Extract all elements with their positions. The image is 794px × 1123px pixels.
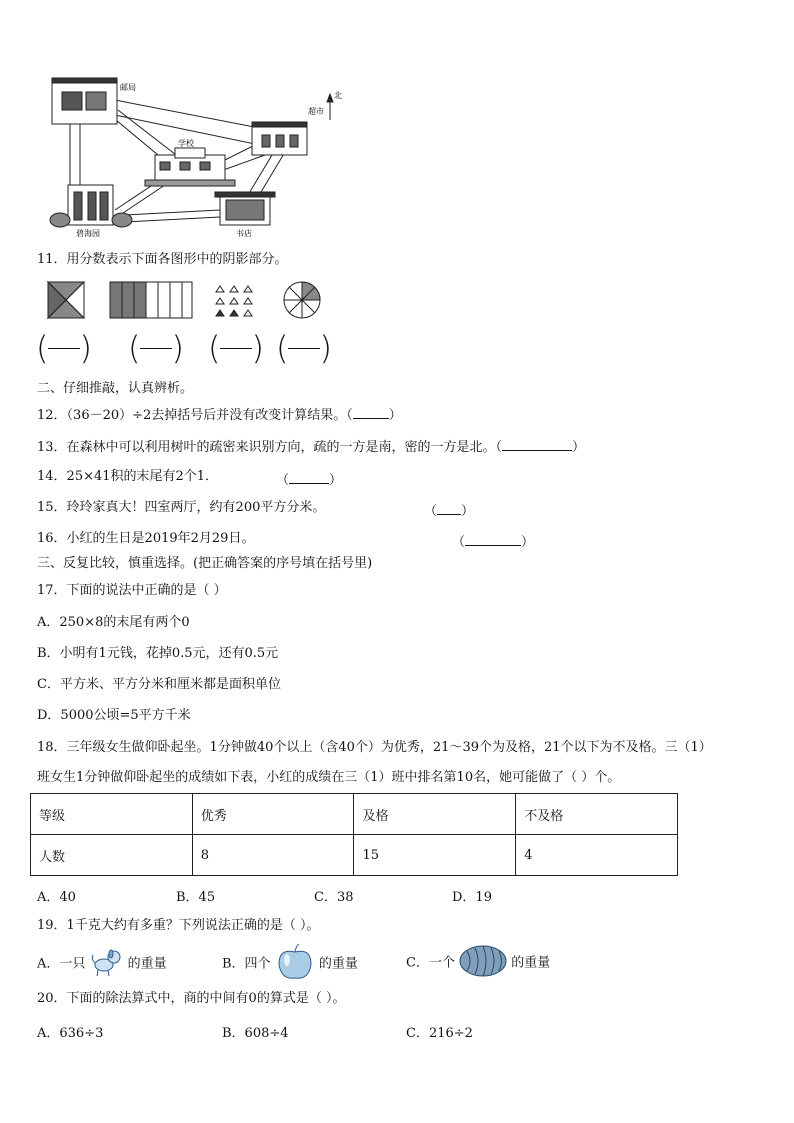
table-header-cell: 优秀 [192,794,354,835]
table-cell: 8 [192,835,354,876]
question-19-option-a[interactable]: A．一只 的重量 [37,945,167,979]
question-18-line1: 18．三年级女生做仰卧起坐。1分钟做40个以上（含40个）为优秀，21～39个为及格，21个以下为不及格。三（1） [37,740,712,755]
question-13: 13．在森林中可以利用树叶的疏密来识别方向，疏的一方是南，密的一方是北。（ ） [37,440,586,455]
table-row [31,794,678,835]
question-17-option-c[interactable]: C．平方米、平方分米和厘米都是面积单位 [37,677,281,692]
answer-fraction-3[interactable]: ( ) [208,329,264,367]
answer-blank-13[interactable] [502,438,572,451]
question-18-line2: 班女生1分钟做仰卧起坐的成绩如下表，小红的成绩在三（1）班中排名第10名，她可能做了（ ）个。 [37,770,621,785]
question-20-option-b[interactable]: B．608÷4 [222,1026,289,1041]
table-header-cell: 等级 [31,794,193,835]
question-19-option-b[interactable]: B．四个 的重量 [222,942,358,982]
table-header-cell: 及格 [354,794,516,835]
answer-fraction-4[interactable]: ( ) [276,329,332,367]
question-11: 11．用分数表示下面各图形中的阴影部分。 [37,252,288,267]
question-17-option-d[interactable]: D．5000公顷=5平方千米 [37,708,191,723]
supermarket-label: 超市 [308,107,324,116]
answer-fraction-1[interactable]: ( ) [36,329,92,367]
table-cell: 4 [516,835,678,876]
apple-icon [275,942,315,982]
supermarket-building [252,122,307,155]
question-20-option-a[interactable]: A．636÷3 [37,1026,104,1041]
table-cell: 人数 [31,835,193,876]
figure-triangles [216,286,252,316]
figure-strips [110,282,192,318]
question-12: 12．（36－20）÷2去掉括号后并没有改变计算结果。（ ） [37,408,402,423]
question-17-option-a[interactable]: A．250×8的末尾有两个0 [37,615,190,630]
question-17-option-b[interactable]: B．小明有1元钱，花掉0.5元，还有0.5元 [37,646,279,661]
question-15: 15．玲玲家真大！四室两厅，约有200平方分米。 [37,500,326,515]
answer-paren-16[interactable]: （ ） [452,535,535,550]
question-20-stem: 20．下面的除法算式中，商的中间有0的算式是（ ）。 [37,991,346,1006]
shaded-figures [40,280,340,320]
map-illustration [40,70,340,240]
section-2-heading: 二、仔细推敲，认真辨析。 [37,381,194,396]
question-19-option-c[interactable]: C．一个 的重量 [406,945,550,979]
post-office-building [52,78,117,124]
bookstore-label: 书店 [236,229,252,238]
answer-paren-15[interactable]: （ ） [424,504,475,519]
question-19-stem: 19．1千克大约有多重？下列说法正确的是（ ）。 [37,918,320,933]
park-label: 碧海园 [76,229,100,238]
question-18-option-b[interactable]: B．45 [176,890,216,905]
grade-table [30,793,678,876]
post-office-label: 邮局 [120,83,136,92]
answer-fraction-2[interactable]: ( ) [128,329,184,367]
table-row [31,835,678,876]
question-14: 14．25×41积的末尾有2个1． [37,469,219,484]
bookstore-building [215,192,275,225]
watermelon-icon [459,945,507,977]
school-building [145,148,235,186]
dog-icon [90,945,124,979]
question-17-stem: 17．下面的说法中正确的是（ ） [37,583,227,598]
answer-blank-12[interactable] [353,406,389,419]
question-18-option-c[interactable]: C．38 [314,890,354,905]
table-header-cell: 不及格 [516,794,678,835]
table-cell: 15 [354,835,516,876]
north-label: 北 [334,91,342,100]
figure-square-diagonals [48,282,84,318]
section-3-heading: 三、反复比较，慎重选择。(把正确答案的序号填在括号里) [37,556,373,571]
north-arrow-icon [327,94,333,120]
question-18-option-a[interactable]: A．40 [37,890,76,905]
question-16: 16．小红的生日是2019年2月29日。 [37,531,255,546]
park-building [50,185,132,227]
question-20-option-c[interactable]: C．216÷2 [406,1026,473,1041]
answer-paren-14[interactable]: （ ） [276,473,343,488]
question-18-option-d[interactable]: D．19 [452,890,492,905]
figure-circle-sectors [284,282,320,318]
school-label: 学校 [178,139,194,148]
